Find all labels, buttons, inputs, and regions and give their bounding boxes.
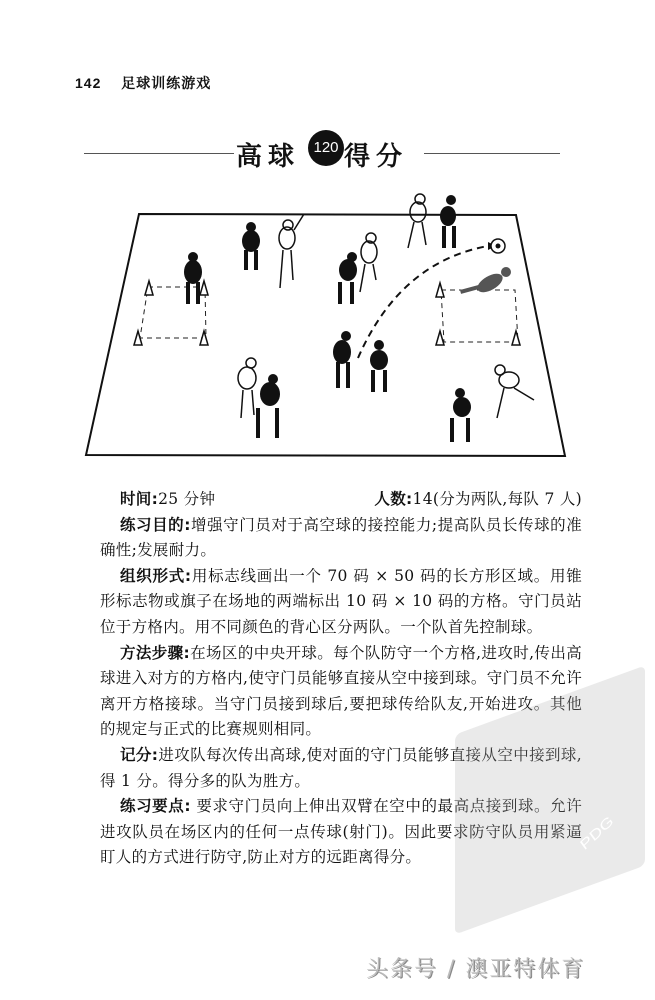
section-label: 记分: — [120, 745, 159, 764]
title-part-2: 得分 — [344, 142, 409, 172]
stamp-text: PDG — [578, 813, 617, 854]
title-part-1: 高球 — [236, 142, 301, 172]
player-figures — [184, 194, 534, 442]
section-label: 练习要点: — [120, 797, 191, 816]
book-title: 足球训练游戏 — [121, 76, 212, 92]
time-info — [120, 487, 215, 513]
section-text: 要求守门员向上伸出双臂在空中的最高点接到球。允许进攻队员在场区内的任何一点传球(射门)。因此要求防守队员用紧逼盯人的方式进行防守,防止对方的远距离得分。 — [100, 797, 582, 867]
players-label: 人数: — [374, 490, 413, 508]
players-info — [374, 487, 582, 513]
right-cone-square — [441, 290, 518, 342]
time-label: 时间: — [120, 490, 159, 508]
footer-watermark: 头条号 / 澳亚特体育 — [366, 957, 586, 982]
time-value: 25 分钟 — [158, 490, 216, 508]
section-label: 练习目的: — [120, 515, 191, 534]
section-label: 方法步骤: — [120, 643, 191, 662]
section-text: 增强守门员对于高空球的接控能力;提高队员长传球的准确性;发展耐力。 — [100, 515, 582, 560]
field-diagram — [0, 0, 655, 470]
section-text: 在场区的中央开球。每个队防守一个方格,进攻时,传出高球进入对方的方格内,使守门员能够直接从空中接到球。守门员不允许离开方格接球。当守门员接到球后,要把球传给队友,开始进攻。其他的规定与正式的比赛规则相同。 — [100, 643, 583, 739]
section-purpose — [100, 513, 582, 564]
players-value: 14(分为两队,每队 7 人) — [412, 490, 582, 508]
page-number: 142 — [75, 75, 102, 91]
section-organization — [100, 564, 582, 641]
section-label: 组织形式: — [120, 566, 192, 585]
section-text: 进攻队每次传出高球,使对面的守门员能够直接从空中接到球,得 1 分。得分多的队为胜方。 — [100, 745, 582, 790]
section-text: 用标志线画出一个 70 码 × 50 码的长方形区域。用锥形标志物或旗子在场地的两端标出 10 码 × 10 码的方格。守门员站位于方格内。用不同颜色的背心区分两队。一个队首先控制球。 — [100, 566, 582, 636]
meta-row — [100, 487, 582, 513]
game-number-badge: 120 — [308, 130, 344, 166]
